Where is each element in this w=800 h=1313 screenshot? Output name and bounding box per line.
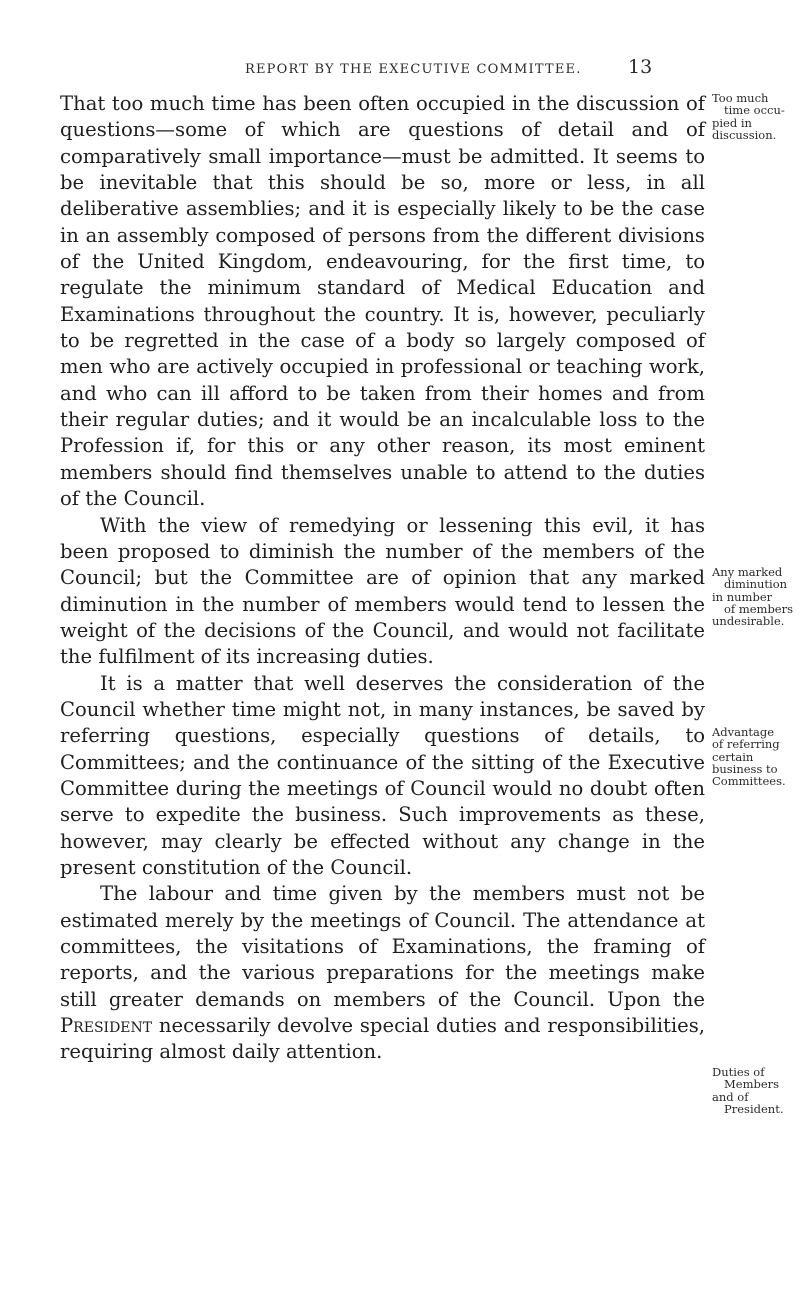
side-note-line: pied in (712, 115, 752, 130)
paragraph-1: That too much time has been often occupied in the discussion of questions—some of which are questions of detail and of comparatively small importance—must be admitted. It seems to be inevitable that this should be so, more or less, in all deliberative assemblies; and it is especially likely to be the case in an assembly composed of persons from the different divisions of the United Kingdom, endeavouring, for the first time, to regulate the minimum standard of Medical Education and Examinations throughout the country. It is, however, peculiarly to be regretted in the case of a body so largely composed of men who are actively occupied in professional or teaching work, and who can ill afford to be taken from their homes and from their regular duties; and it would be an incalculable loss to the Profession if, for this or any other reason, its most eminent members should find themselves unable to attend to the duties of the Council. (60, 92, 705, 511)
side-note-line: time occu- (724, 103, 785, 118)
side-note-duties (712, 1066, 794, 1115)
paragraph-4-text-a: The labour and time given by the members must not be estimated merely by the meetings of Council. The attendance at committees, the visitations of Examinations, the framing of reports, and the various preparations for the meetings make still greater demands on members of the Council. Upon the (60, 882, 705, 1011)
side-note-line: President. (724, 1101, 784, 1116)
side-note-line: Committees. (712, 774, 786, 789)
president-small-caps: President (60, 1014, 153, 1038)
paragraph-4 (60, 881, 705, 1065)
side-note-line: Too much (712, 91, 769, 105)
side-note-line: business to (712, 761, 778, 776)
page-number: 13 (628, 56, 653, 78)
side-note-line: certain (712, 749, 754, 764)
paragraph-2: With the view of remedying or lessening this evil, it has been proposed to diminish the number of the members of the Council; but the Committee are of opinion that any marked diminution in the number of members would tend to lessen the weight of the decisions of the Council, and would not facilitate the fulfilment of its increasing duties. (60, 513, 705, 669)
side-note-line: in number (712, 589, 773, 604)
side-note-too-much-time (712, 92, 794, 141)
paragraph-4-text-b: necessarily devolve special duties and responsibilities, requiring almost daily attention. (60, 1014, 705, 1064)
side-note-line: Advantage (712, 725, 775, 739)
side-note-line: of members (724, 601, 794, 616)
side-note-line: Members (724, 1077, 780, 1092)
side-note-line: Duties of (712, 1065, 765, 1079)
body-text (60, 91, 705, 1066)
side-note-line: discussion. (712, 127, 777, 142)
side-note-line: of referring (712, 737, 780, 752)
paragraph-3: It is a matter that well deserves the consideration of the Council whether time might not, in many instances, be saved by referring questions, especially questions of details, to Committees; and the continuance of the sitting of the Executive Committee during the meetings of Council would no doubt often serve to expedite the business. Such improvements as these, however, may clearly be effected without any change in the present constitution of the Council. (60, 671, 705, 879)
side-note-line: Any marked (712, 565, 783, 579)
side-note-advantage-referring (712, 726, 794, 787)
side-note-line: and of (712, 1089, 749, 1104)
running-head: REPORT BY THE EXECUTIVE COMMITTEE. (245, 62, 582, 77)
side-note-line: diminution (724, 577, 788, 592)
side-note-line: undesirable. (712, 614, 785, 629)
side-note-marked-diminution (712, 566, 794, 627)
